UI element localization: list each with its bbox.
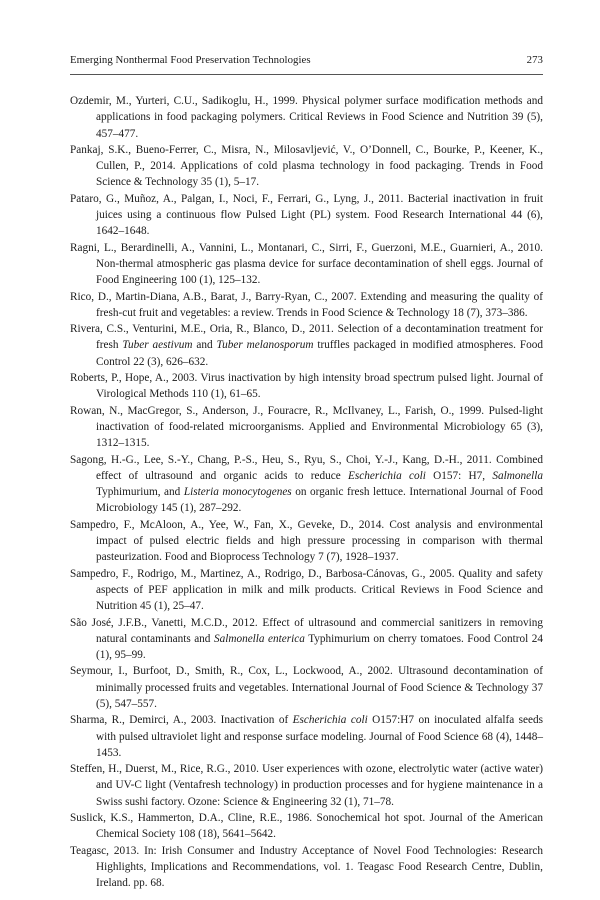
reference-text: Teagasc, 2013. In: Irish Consumer and Industry Acceptance of Novel Food Technologies: Research Highlights, Implications and Recommendations, vol. 1. Teagasc Food Research Centre, Dublin, Ireland. pp. 68. <box>70 844 543 890</box>
reference-text: Rowan, N., MacGregor, S., Anderson, J., Fouracre, R., McIlvaney, L., Farish, O., 1999. Pulsed-light inactivation of food-related microorganisms. Applied and Environmental Microbiology 65 (3), 1312–1315. <box>70 404 543 450</box>
reference-text: and <box>192 339 217 352</box>
reference-text: O157: H7, <box>425 469 493 482</box>
reference-entry <box>70 810 543 843</box>
reference-text: Sharma, R., Demirci, A., 2003. Inactivation of <box>70 714 293 727</box>
reference-italic-text: Tuber aestivum <box>122 339 193 352</box>
reference-text: Roberts, P., Hope, A., 2003. Virus inactivation by high intensity broad spectrum pulsed light. Journal of Virological Methods 110 (1), 61–65. <box>70 372 543 401</box>
reference-text: Pataro, G., Muñoz, A., Palgan, I., Noci, F., Ferrari, G., Lyng, J., 2011. Bacterial inactivation in fruit juices using a continuous flow Pulsed Light (PL) system. Food Research International 44 (6), 1642–1648. <box>70 192 543 238</box>
reference-italic-text: Salmonella <box>492 469 543 482</box>
reference-entry <box>70 289 543 322</box>
reference-italic-text: Escherichia coli <box>292 714 368 727</box>
reference-entry <box>70 403 543 452</box>
reference-italic-text: Salmonella enterica <box>213 632 305 645</box>
reference-text: O157:H7 on inoculated alfalfa seeds with pulsed ultraviolet light and response surface modeling. Journal of Food Science 68 (4), 1448–1453. <box>96 714 543 759</box>
reference-italic-text: Escherichia coli <box>348 469 426 482</box>
reference-entry <box>70 240 543 289</box>
reference-entry <box>70 843 543 892</box>
reference-text: Sampedro, F., Rodrigo, M., Martinez, A., Rodrigo, D., Barbosa-Cánovas, G., 2005. Quality and safety aspects of PEF application in milk and milk products. Critical Reviews in Food Science and Nutrition 45 (1), 25–47. <box>70 567 543 613</box>
running-title: Emerging Nonthermal Food Preservation Technologies <box>70 54 311 66</box>
reference-text: on organic fresh lettuce. International Journal of Food Microbiology 145 (1), 287–292. <box>96 486 543 515</box>
reference-entry <box>70 615 543 664</box>
reference-text: Suslick, K.S., Hammerton, D.A., Cline, R.E., 1986. Sonochemical hot spot. Journal of the American Chemical Society 108 (18), 5641–5642. <box>70 812 543 841</box>
reference-text: Ragni, L., Berardinelli, A., Vannini, L., Montanari, C., Sirri, F., Guerzoni, M.E., Guarnieri, A., 2010. Non-thermal atmospheric gas plasma device for surface decontamination of shell eggs. Journal of Food Engineering 100 (1), 125–132. <box>70 241 543 287</box>
reference-entry <box>70 370 543 403</box>
reference-text: Typhimurium, and <box>96 486 184 499</box>
reference-entry <box>70 191 543 240</box>
reference-entry <box>70 452 543 517</box>
running-header <box>70 54 543 66</box>
reference-text: Steffen, H., Duerst, M., Rice, R.G., 2010. User experiences with ozone, electrolytic water (active water) and UV-C light (Ventafresh technology) in production processes and for hygiene maintenance in a Swiss sushi factory. Ozone: Science & Engineering 32 (1), 71–78. <box>70 763 543 808</box>
reference-entry <box>70 761 543 810</box>
reference-italic-text: Listeria monocytogenes <box>183 486 292 499</box>
reference-text: Rico, D., Martin-Diana, A.B., Barat, J., Barry-Ryan, C., 2007. Extending and measuring the quality of fresh-cut fruit and vegetables: a review. Trends in Food Science & Technology 18 (7), 373–386. <box>70 290 543 319</box>
reference-entry <box>70 712 543 761</box>
reference-text: Seymour, I., Burfoot, D., Smith, R., Cox, L., Lockwood, A., 2002. Ultrasound decontamination of minimally processed fruits and vegetables. International Journal of Food Science & Technology 37 (5), 547–557. <box>70 665 543 710</box>
reference-text: São José, J.F.B., Vanetti, M.C.D., 2012. Effect of ultrasound and commercial sanitizers in removing natural contaminants and <box>70 616 543 645</box>
reference-text: Sampedro, F., McAloon, A., Yee, W., Fan, X., Geveke, D., 2014. Cost analysis and environmental impact of pulsed electric fields and high pressure processing in comparison with thermal pasteurization. Food and Bioprocess Technology 7 (7), 1928–1937. <box>70 518 543 564</box>
reference-text: Typhimurium on cherry tomatoes. Food Control 24 (1), 95–99. <box>96 632 543 662</box>
reference-text: Ozdemir, M., Yurteri, C.U., Sadikoglu, H., 1999. Physical polymer surface modification methods and applications in food packaging polymers. Critical Reviews in Food Science and Nutrition 39 (5), 457–477. <box>70 95 543 140</box>
reference-text: Rivera, C.S., Venturini, M.E., Oria, R., Blanco, D., 2011. Selection of a decontamination treatment for fresh <box>70 323 543 352</box>
reference-text: Sagong, H.-G., Lee, S.-Y., Chang, P.-S., Heu, S., Ryu, S., Choi, Y.-J., Kang, D.-H., 2011. Combined effect of ultrasound and organic acids to reduce <box>70 453 543 482</box>
reference-list <box>70 93 543 892</box>
reference-entry <box>70 142 543 191</box>
header-rule <box>70 74 543 75</box>
reference-entry <box>70 93 543 142</box>
reference-text: Pankaj, S.K., Bueno-Ferrer, C., Misra, N., Milosavljević, V., O’Donnell, C., Bourke, P., Keener, K., Cullen, P., 2014. Applications of cold plasma technology in food packaging. Trends in Food Science & Technology 35 (1), 5–17. <box>70 143 543 189</box>
page-number: 273 <box>526 54 543 66</box>
reference-entry <box>70 566 543 615</box>
reference-text: truffles packaged in modified atmospheres. Food Control 22 (3), 626–632. <box>96 339 543 368</box>
reference-entry <box>70 663 543 712</box>
reference-entry <box>70 321 543 370</box>
reference-italic-text: Tuber melanosporum <box>216 339 314 352</box>
reference-entry <box>70 517 543 566</box>
